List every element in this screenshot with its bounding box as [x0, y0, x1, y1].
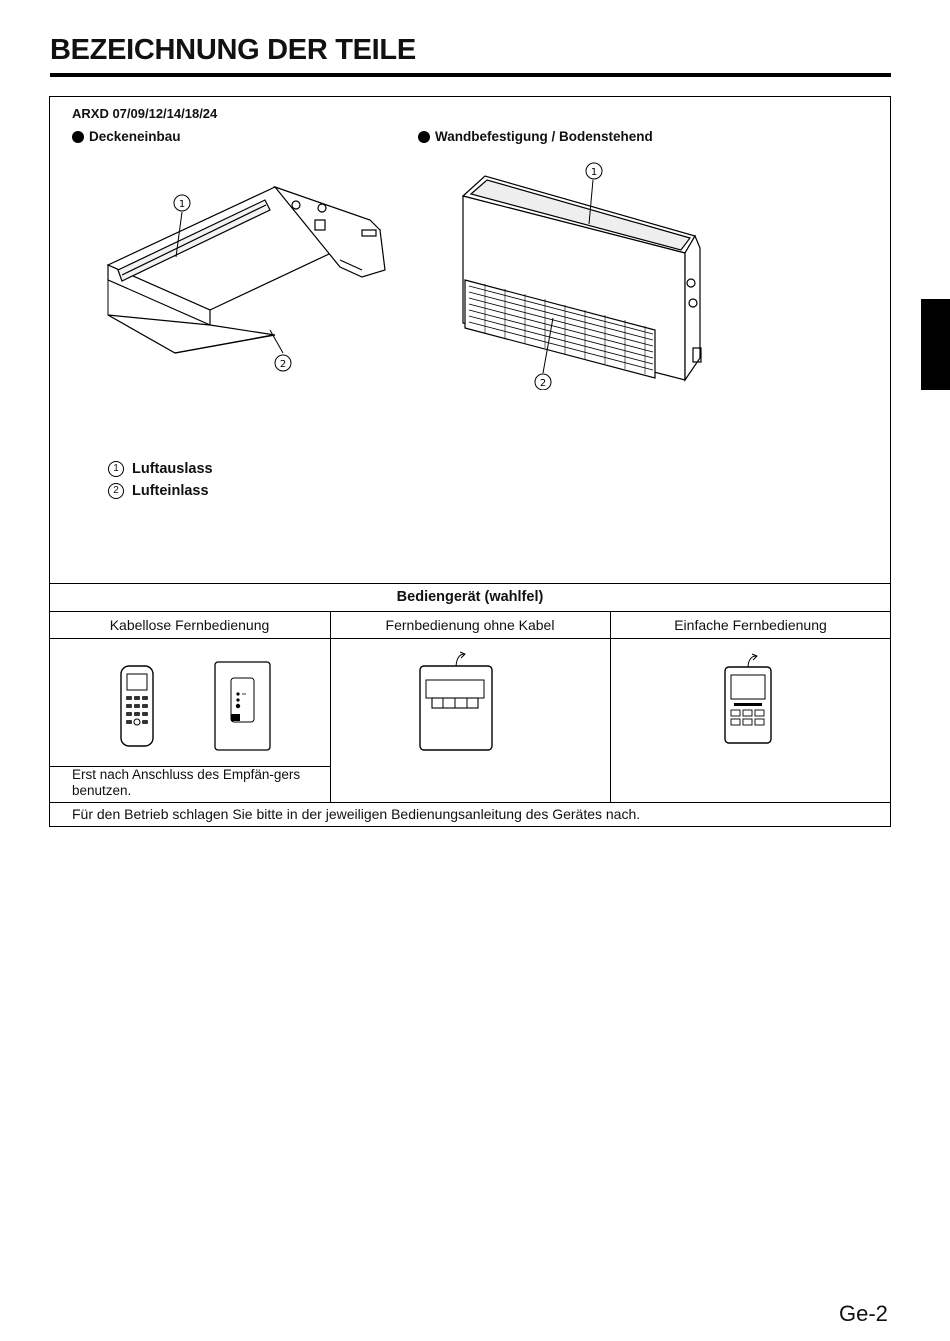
legend-item — [108, 461, 213, 477]
simple-remote-icon — [720, 653, 776, 747]
legend-label: Luftauslass — [132, 461, 213, 477]
legend-number: 1 — [108, 461, 124, 477]
table-column-divider — [610, 611, 611, 802]
ceiling-mount-text: Deckeneinbau — [89, 129, 181, 144]
legend-item — [108, 483, 209, 499]
table-rule — [49, 802, 891, 803]
callout-2: 2 — [279, 359, 287, 370]
bullet-icon — [72, 131, 84, 143]
model-label: ARXD 07/09/12/14/18/24 — [72, 106, 218, 121]
table-rule — [49, 638, 891, 639]
callout-1: 1 — [178, 199, 186, 210]
bullet-icon — [418, 131, 430, 143]
section-tab-marker — [921, 299, 950, 390]
column-header-simple: Einfache Fernbedienung — [674, 617, 827, 633]
controller-table-heading: Bediengerät (wahlfel) — [396, 589, 544, 605]
page-number: Ge-2 — [839, 1301, 888, 1326]
legend-label: Lufteinlass — [132, 483, 209, 499]
ceiling-mount-label — [72, 129, 181, 144]
wall-floor-mount-label — [418, 129, 653, 144]
wall-floor-mount-text: Wandbefestigung / Bodenstehend — [435, 129, 653, 144]
column-header-wired: Fernbedienung ohne Kabel — [385, 617, 555, 633]
callout-2: 2 — [539, 378, 547, 389]
legend-number: 2 — [108, 483, 124, 499]
operation-footnote: Für den Betrieb schlagen Sie bitte in der jeweiligen Bedienungsanleitung des Gerätes nach. — [72, 806, 641, 822]
page-title: BEZEICHNUNG DER TEILE — [50, 34, 416, 66]
receiver-unit-icon — [213, 660, 273, 752]
ceiling-unit-illustration — [100, 175, 400, 385]
column-header-wireless: Kabellose Fernbedienung — [109, 617, 270, 633]
wired-remote-icon — [416, 648, 498, 754]
wall-floor-unit-illustration — [455, 158, 725, 390]
receiver-note: Erst nach Anschluss des Empfän-gers benutzen. — [72, 767, 301, 798]
callout-1: 1 — [590, 167, 598, 178]
wireless-remote-icon — [118, 664, 158, 750]
table-column-divider — [330, 611, 331, 802]
title-rule — [50, 73, 891, 77]
